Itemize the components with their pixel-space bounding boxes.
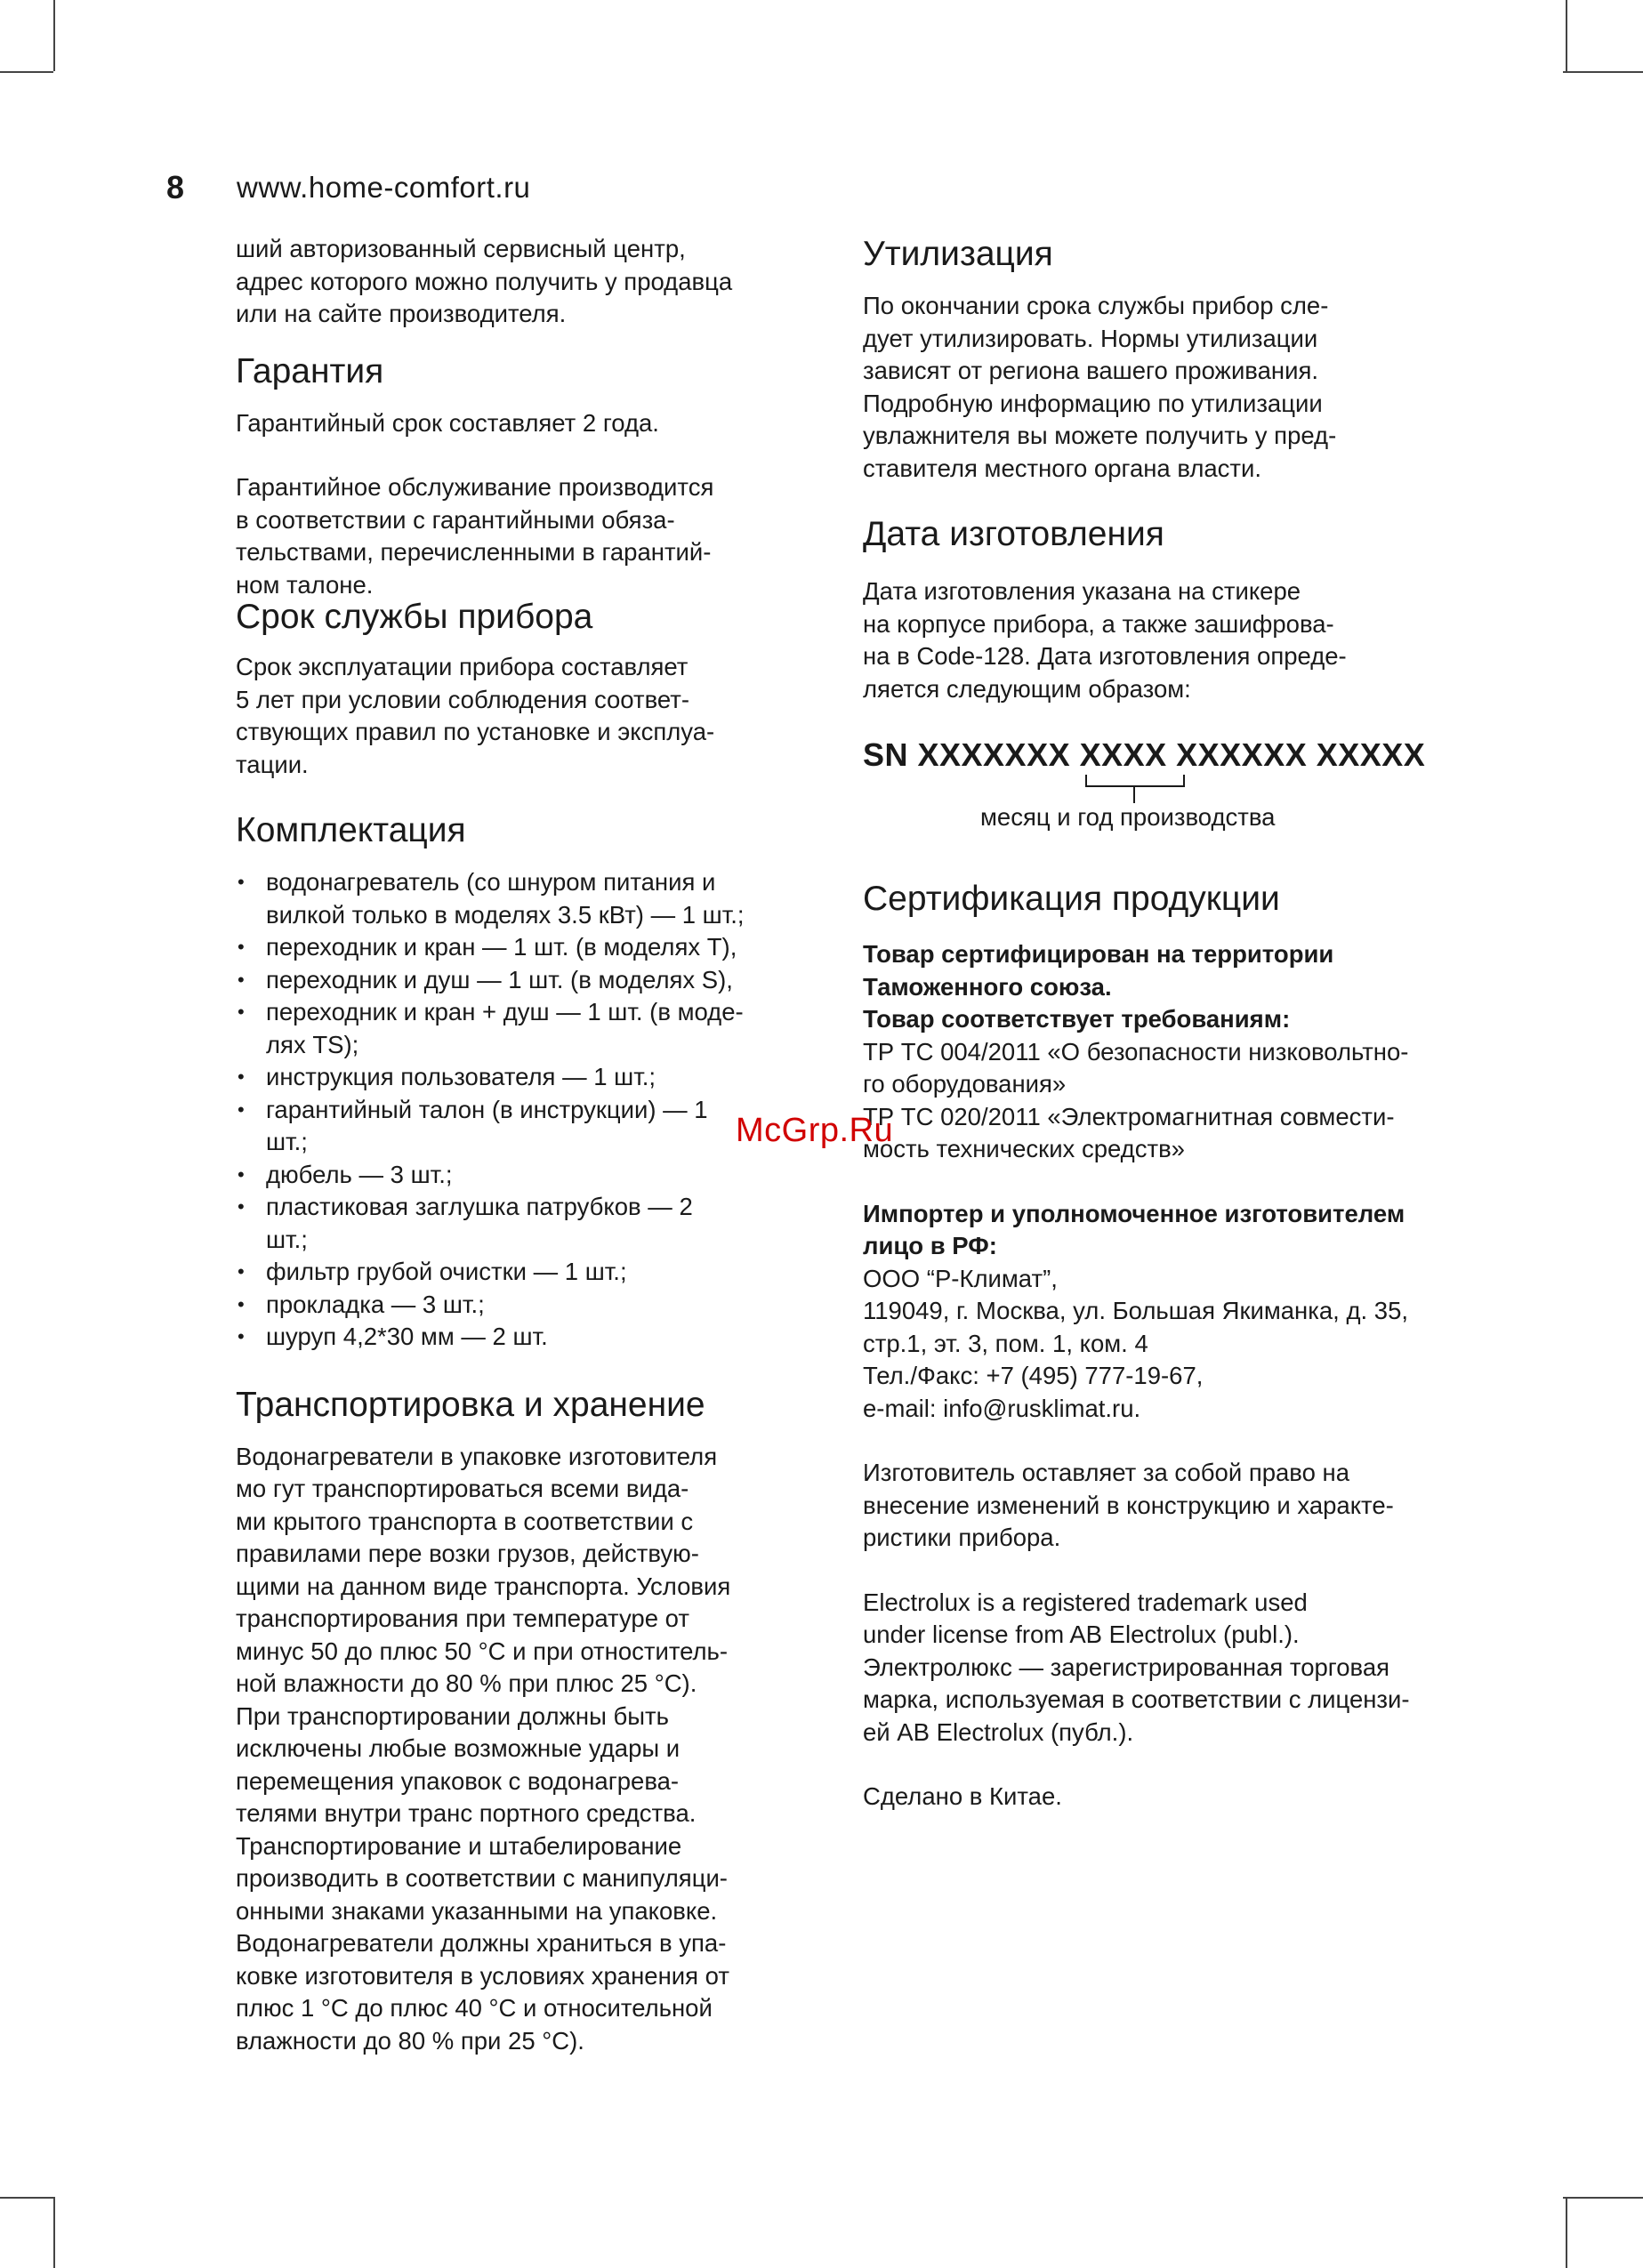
left-column: [236, 233, 823, 2057]
kit-list: [236, 866, 823, 1354]
warranty-text: Гарантийный срок составляет 2 года.: [236, 408, 659, 437]
importer-details: ООО “Р-Климат”, 119049, г. Москва, ул. Большая Якиманка, д. 35, стр.1, эт. 3, пом. 1, ком. 4 Тел./Факс: +7 (495) 777-19-67, e-mail: info@rusklimat.ru.: [863, 1264, 1409, 1422]
crop-mark: [1566, 2197, 1567, 2268]
service-life-heading: Срок службы прибора: [236, 598, 593, 636]
rights-text: Изготовитель оставляет за собой право на внесение изменений в конструкцию и характе- ристики прибора.: [863, 1459, 1394, 1551]
list-item: • пластиковая заглушка патрубков — 2 шт.;: [236, 1191, 823, 1256]
intro-text: ший авторизованный сервисный центр, адрес которого можно получить у продавца или на сайте производителя.: [236, 235, 733, 327]
list-item: • переходник и кран + душ — 1 шт. (в моде- лях TS);: [236, 996, 823, 1061]
list-item: • дюбель — 3 шт.;: [236, 1159, 823, 1192]
serial-number-caption: месяц и год производства: [980, 803, 1276, 831]
list-item: • переходник и кран — 1 шт. (в моделях T),: [236, 931, 823, 964]
list-item: • водонагреватель (со шнуром питания и вилкой только в моделях 3.5 кВт) — 1 шт.;: [236, 866, 823, 931]
certification-standards: ТР ТС 004/2011 «О безопасности низковольтно- го оборудования» ТР ТС 020/2011 «Электромагнитная совмести- мость технических средств»: [863, 1037, 1409, 1162]
crop-mark: [0, 71, 53, 73]
service-life-text: Срок эксплуатации прибора составляет 5 лет при условии соблюдения соответ- ствующих правил по установке и эксплуа- тации.: [236, 653, 715, 778]
crop-mark: [1563, 2197, 1643, 2199]
site-url[interactable]: www.home-comfort.ru: [237, 171, 531, 204]
serial-number-bracket: [863, 775, 1450, 801]
crop-mark: [53, 0, 55, 71]
made-in-text: Сделано в Китае.: [863, 1782, 1062, 1810]
importer-heading: [863, 1198, 1450, 1263]
watermark: McGrp.Ru: [736, 1112, 894, 1149]
crop-mark: [53, 2197, 55, 2268]
crop-mark: [0, 2197, 53, 2199]
transport-text: Водонагреватели в упаковке изготовителя мо гут транспортироваться всеми вида- ми крытого транспорта в соответствии с правилами пере возки грузов, действую- щими на данном виде транспорта. Условия транспортирования при температуре от минус 50 до плюс 50 °С и при отноститель- ной влажности до 80 % при плюс 25 °С). При транспортировании должны быть исключены любые возможные удары и перемещения упаковок с водонагрева- телями внутри транс портного средства. Транспортирование и штабелирование производить в соответствии с манипуляци- онными знаками указанными на упаковке. Водонагреватели должны храниться в упа- ковке изготовителя в условиях хранения от плюс 1 °С до плюс 40 °С и относительной влажности до 80 % при 25 °С).: [236, 1442, 731, 2055]
crop-mark: [1563, 71, 1643, 73]
list-item: • гарантийный талон (в инструкции) — 1 шт.;: [236, 1094, 823, 1159]
certification-heading: Сертификация продукции: [863, 880, 1280, 918]
warranty-heading: Гарантия: [236, 351, 384, 390]
list-item: • переходник и душ — 1 шт. (в моделях S),: [236, 964, 823, 997]
kit-heading: Комплектация: [236, 811, 466, 849]
list-item: • прокладка — 3 шт.;: [236, 1289, 823, 1322]
serial-number-code: SN XXXXXXX XXXX XXXXXX XXXXX: [863, 736, 1426, 773]
transport-heading: Транспортировка и хранение: [236, 1385, 705, 1424]
right-column: [863, 233, 1450, 1814]
certification-bold-2: [863, 1003, 1450, 1036]
importer-label: Импортер и уполномоченное изготовителем лицо в РФ:: [863, 1199, 1405, 1259]
serial-number-diagram: [863, 736, 1450, 833]
page-number: 8: [166, 169, 185, 205]
warranty-service-text: Гарантийное обслуживание производится в соответствии с гарантийными обяза- тельствами, перечисленными в гарантий- ном талоне.: [236, 473, 714, 599]
trademark-text: Electrolux is a registered trademark used under license from AB Electrolux (publ.). Электролюкс — зарегистрированная торговая марка, используемая в соответствии с лицензи- ей AB Electrolux (публ.).: [863, 1588, 1410, 1746]
certification-territory: Товар сертифицирован на территории Таможенного союза.: [863, 940, 1334, 1001]
certification-requirements: Товар соответствует требованиям:: [863, 1005, 1291, 1033]
list-item: • шуруп 4,2*30 мм — 2 шт.: [236, 1321, 823, 1354]
crop-mark: [1566, 0, 1567, 71]
certification-bold-1: [863, 938, 1450, 1003]
manufacture-date-heading: Дата изготовления: [863, 515, 1164, 553]
list-item: • фильтр грубой очистки — 1 шт.;: [236, 1256, 823, 1289]
manufacture-date-text: Дата изготовления указана на стикере на корпусе прибора, а также зашифрова- на в Code-128. Дата изготовления опреде- ляется следующим образом:: [863, 577, 1347, 703]
disposal-heading: Утилизация: [863, 235, 1053, 273]
disposal-text: По окончании срока службы прибор сле- дует утилизировать. Нормы утилизации зависят от региона вашего проживания. Подробную информацию по утилизации увлажнителя вы можете получить у пред- ставителя местного органа власти.: [863, 292, 1337, 482]
list-item: • инструкция пользователя — 1 шт.;: [236, 1061, 823, 1094]
